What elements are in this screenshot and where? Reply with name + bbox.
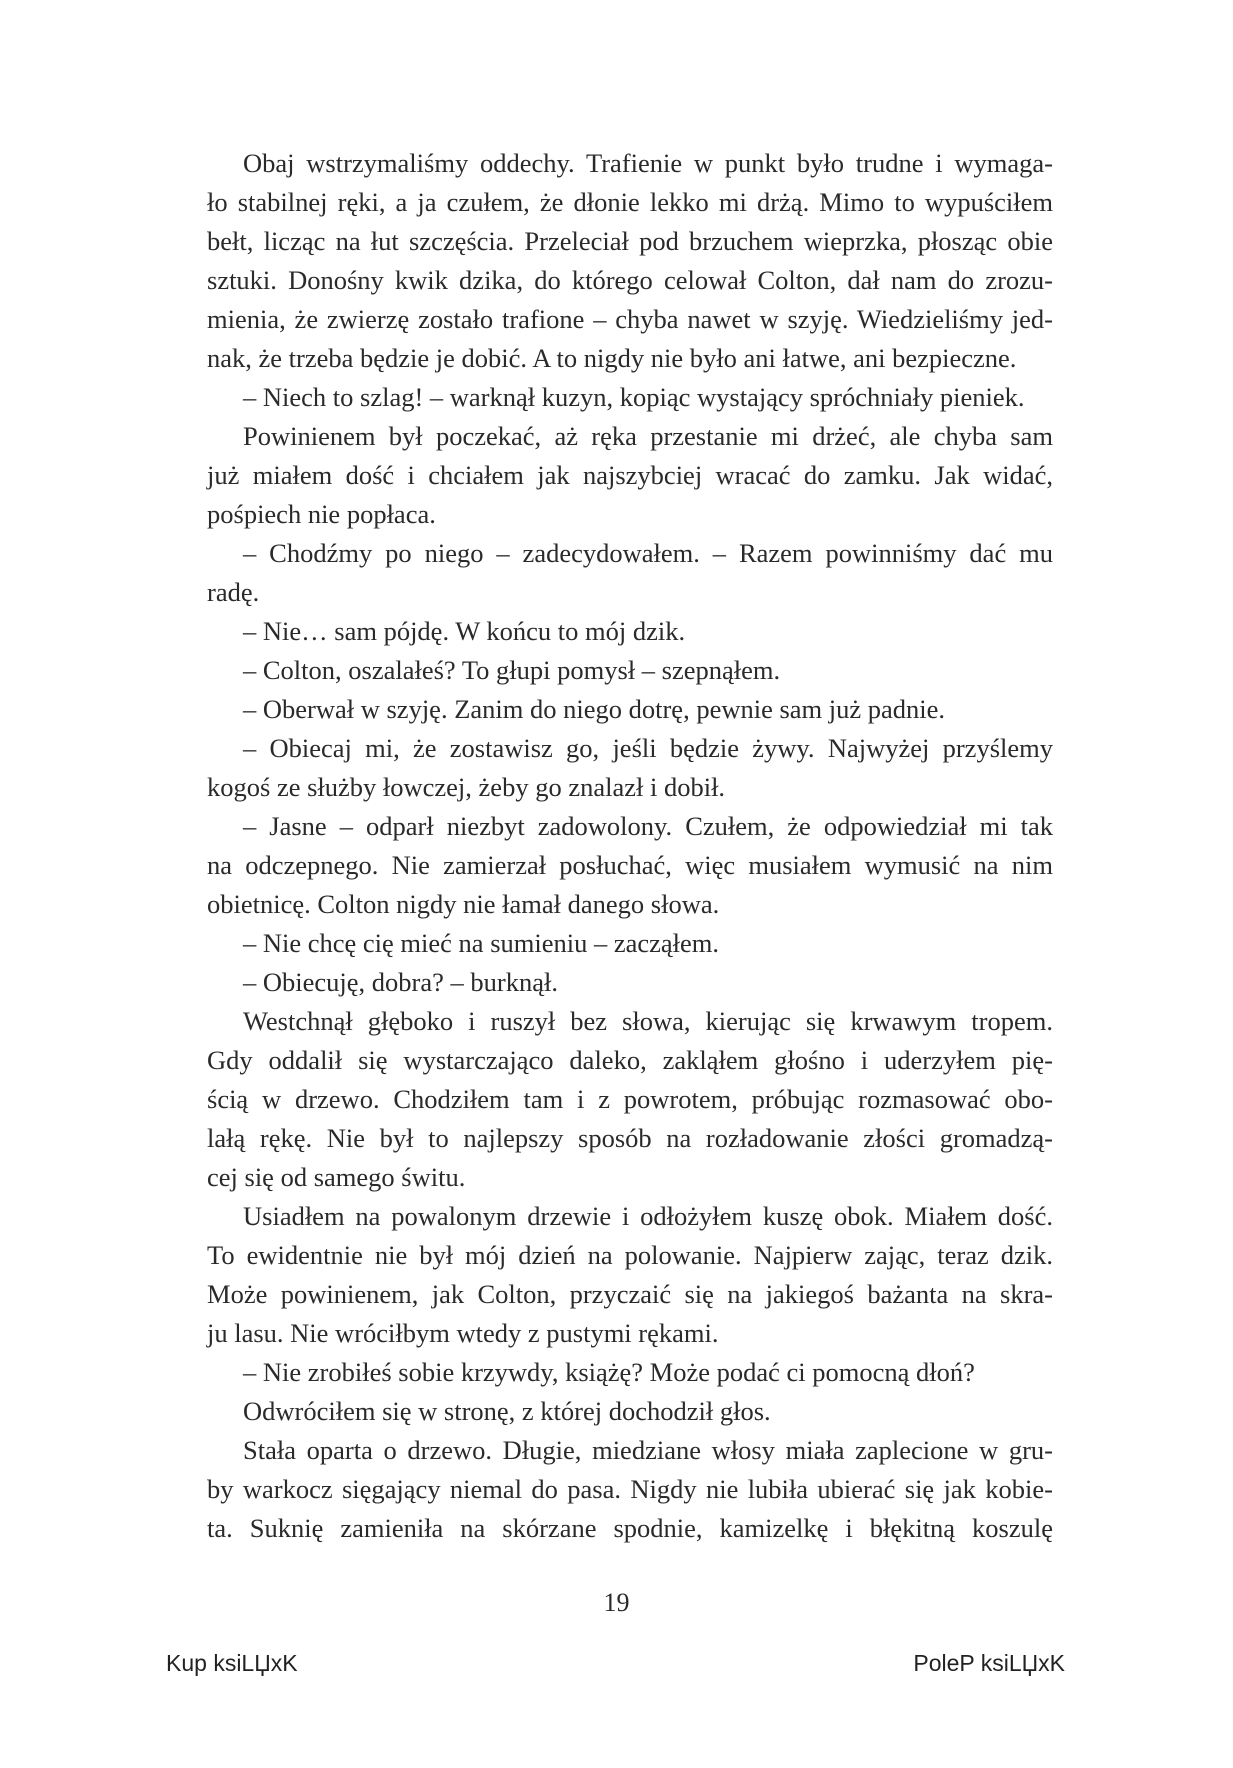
text-line: – Obiecuję, dobra? – burknął. xyxy=(243,967,558,997)
text-line: Obaj wstrzymaliśmy oddechy. Trafienie w punkt było trudne i wymaga- xyxy=(243,148,1053,178)
text-line: by warkocz sięgający niemal do pasa. Nigdy nie lubiła ubierać się jak kobie- xyxy=(207,1474,1053,1504)
text-line: na odczepnego. Nie zamierzał posłuchać, więc musiałem wymusić na nim xyxy=(207,850,1053,880)
text-line: Gdy oddalił się wystarczająco daleko, zakląłem głośno i uderzyłem pię- xyxy=(207,1045,1053,1075)
text-line: obietnicę. Colton nigdy nie łamał danego słowa. xyxy=(207,889,720,919)
text-line: – Nie chcę cię mieć na sumieniu – zacząłem. xyxy=(243,928,720,958)
text-line: – Chodźmy po niego – zadecydowałem. – Razem powinniśmy dać mu xyxy=(243,538,1053,568)
text-line: – Colton, oszalałeś? To głupi pomysł – szepnąłem. xyxy=(243,655,781,685)
text-line: – Oberwał w szyję. Zanim do niego dotrę, pewnie sam już padnie. xyxy=(243,694,946,724)
text-line: pośpiech nie popłaca. xyxy=(207,499,436,529)
text-line: Odwróciłem się w stronę, z której dochodził głos. xyxy=(243,1396,771,1426)
text-line: To ewidentnie nie był mój dzień na polowanie. Najpierw zając, teraz dzik. xyxy=(207,1240,1053,1270)
text-line: nak, że trzeba będzie je dobić. A to nigdy nie było ani łatwe, ani bezpieczne. xyxy=(207,343,1017,373)
text-line: ścią w drzewo. Chodziłem tam i z powrotem, próbując rozmasować obo- xyxy=(207,1084,1053,1114)
text-line: sztuki. Donośny kwik dzika, do którego celował Colton, dał nam do zrozu- xyxy=(207,265,1053,295)
text-line: radę. xyxy=(207,577,260,607)
page-number: 19 xyxy=(603,1588,630,1617)
text-line: ło stabilnej ręki, a ja czułem, że dłonie lekko mi drżą. Mimo to wypuściłem xyxy=(207,187,1053,217)
text-line: Stała oparta o drzewo. Długie, miedziane włosy miała zaplecione w gru- xyxy=(243,1435,1053,1465)
text-line: – Niech to szlag! – warknął kuzyn, kopiąc wystający spróchniały pieniek. xyxy=(243,382,1025,412)
text-line: ta. Suknię zamieniła na skórzane spodnie, kamizelkę i błękitną koszulę xyxy=(207,1513,1053,1543)
text-line: bełt, licząc na łut szczęścia. Przeleciał pod brzuchem wieprzka, płosząc obie xyxy=(207,226,1053,256)
text-line: – Nie zrobiłeś sobie krzywdy, książę? Może podać ci pomocną dłoń? xyxy=(243,1357,975,1387)
text-line: – Nie… sam pójdę. W końcu to mój dzik. xyxy=(243,616,686,646)
footer-buy-link[interactable]: Kup ksiLЏxK xyxy=(166,1650,298,1676)
text-line: lałą rękę. Nie był to najlepszy sposób na rozładowanie złości gromadzą- xyxy=(207,1123,1053,1153)
text-line: kogoś ze służby łowczej, żeby go znalazł i dobił. xyxy=(207,772,726,802)
text-line: – Jasne – odparł niezbyt zadowolony. Czułem, że odpowiedział mi tak xyxy=(243,811,1053,841)
text-line: Westchnął głęboko i ruszył bez słowa, kierując się krwawym tropem. xyxy=(243,1006,1053,1036)
text-line: Może powinienem, jak Colton, przyczaić się na jakiegoś bażanta na skra- xyxy=(207,1279,1053,1309)
text-line: już miałem dość i chciałem jak najszybciej wracać do zamku. Jak widać, xyxy=(207,460,1053,490)
text-line: ju lasu. Nie wróciłbym wtedy z pustymi rękami. xyxy=(207,1318,719,1348)
body-text xyxy=(207,144,1053,1548)
text-line: Powinienem był poczekać, aż ręka przestanie mi drżeć, ale chyba sam xyxy=(243,421,1053,451)
text-line: mienia, że zwierzę zostało trafione – chyba nawet w szyję. Wiedzieliśmy jed- xyxy=(207,304,1053,334)
text-line: cej się od samego świtu. xyxy=(207,1162,466,1192)
text-line: – Obiecaj mi, że zostawisz go, jeśli będzie żywy. Najwyżej przyślemy xyxy=(243,733,1053,763)
text-line: Usiadłem na powalonym drzewie i odłożyłem kuszę obok. Miałem dość. xyxy=(243,1201,1053,1231)
footer-recommend-link[interactable]: PoleP ksiLЏxK xyxy=(913,1650,1065,1676)
